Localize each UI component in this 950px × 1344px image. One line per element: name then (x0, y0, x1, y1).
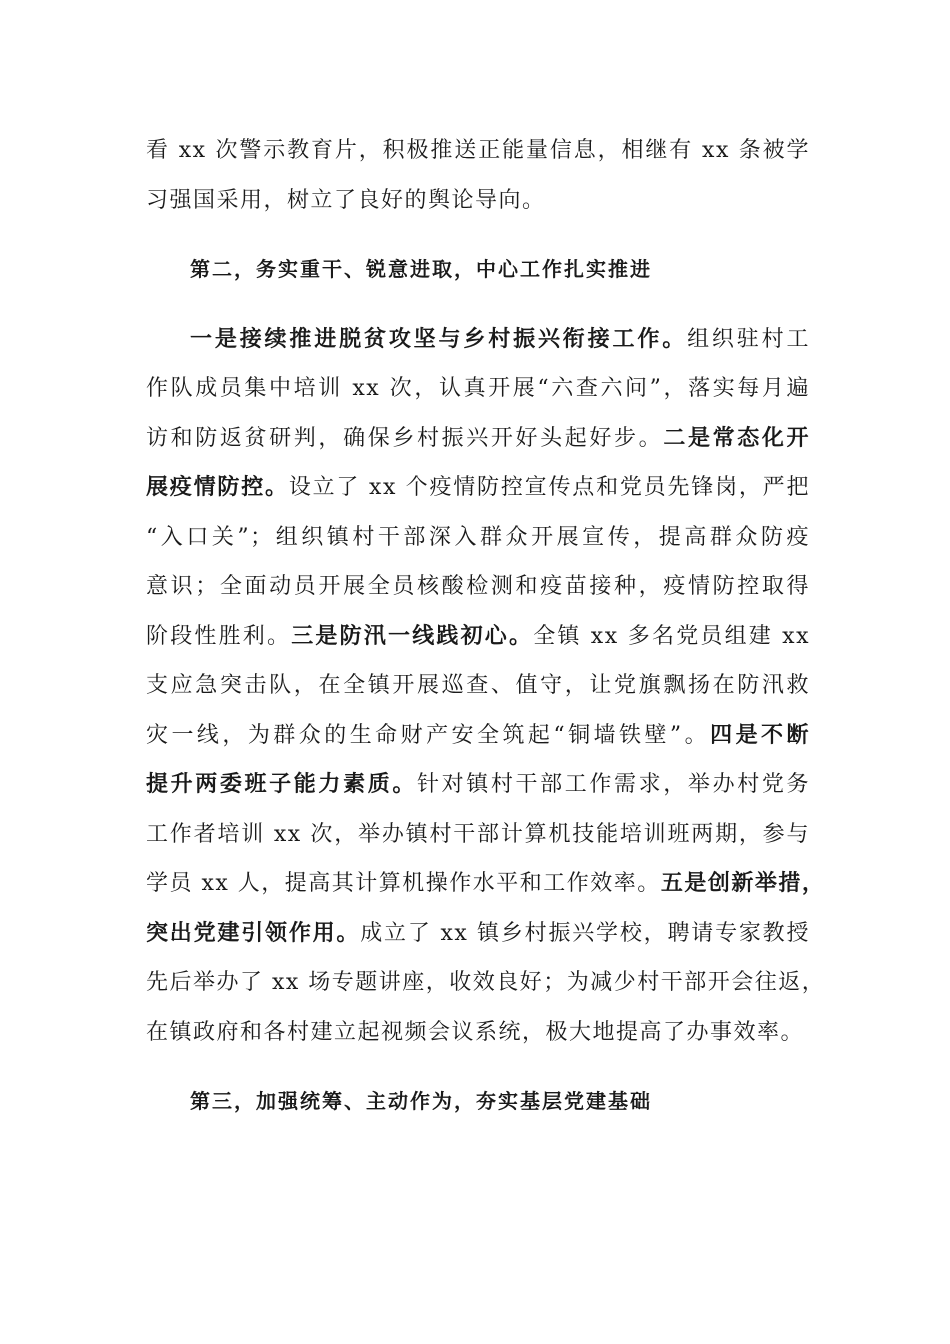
paragraph-line: 意识；全面动员开展全员核酸检测和疫苗接种，疫情防控取得 (146, 574, 810, 599)
paragraph-line: 突出党建引领作用。成立了 xx 镇乡村振兴学校，聘请专家教授 (146, 920, 810, 946)
paragraph-line: 看 xx 次警示教育片，积极推送正能量信息，相继有 xx 条被学 (146, 138, 810, 163)
bold-lead: 展疫情防控。 (146, 475, 289, 500)
paragraph-line: 习强国采用，树立了良好的舆论导向。 (146, 187, 546, 213)
paragraph-line: 访和防返贫研判，确保乡村振兴开好头起好步。二是常态化开 (146, 425, 810, 451)
bold-lead: 四是不断 (710, 722, 810, 748)
section-heading-3: 第三，加强统筹、主动作为，夯实基层党建基础 (190, 1089, 652, 1113)
bold-lead: 五是创新举措， (660, 871, 826, 896)
paragraph-line: 先后举办了 xx 场专题讲座，收效良好；为减少村干部开会往返， (146, 970, 826, 995)
paragraph-line: 作队成员集中培训 xx 次，认真开展“六查六问”，落实每月遍 (146, 376, 810, 401)
paragraph-line: 工作者培训 xx 次，举办镇村干部计算机技能培训班两期，参与 (146, 821, 810, 847)
bold-lead: 突出党建引领作用。 (146, 920, 361, 946)
paragraph-line: 展疫情防控。设立了 xx 个疫情防控宣传点和党员先锋岗，严把 (146, 475, 810, 500)
bold-lead: 一是接续推进脱贫攻坚与乡村振兴衔接工作。 (190, 326, 688, 352)
bold-lead: 三是防汛一线践初心。 (291, 623, 534, 649)
bold-lead: 二是常态化开 (663, 425, 810, 451)
paragraph-line: “入口关”；组织镇村干部深入群众开展宣传，提高群众防疫 (146, 524, 810, 550)
paragraph-line: 一是接续推进脱贫攻坚与乡村振兴衔接工作。组织驻村工 (190, 326, 810, 352)
section-heading-2: 第二，务实重干、锐意进取，中心工作扎实推进 (190, 257, 652, 281)
paragraph-line: 在镇政府和各村建立起视频会议系统，极大地提高了办事效率。 (146, 1019, 805, 1045)
document-page (146, 126, 826, 1127)
paragraph-line: 阶段性胜利。三是防汛一线践初心。全镇 xx 多名党员组建 xx (146, 623, 810, 649)
paragraph-line: 支应急突击队，在全镇开展巡查、值守，让党旗飘扬在防汛救 (146, 673, 810, 698)
paragraph-line: 提升两委班子能力素质。针对镇村干部工作需求，举办村党务 (146, 772, 810, 797)
paragraph-line: 学员 xx 人，提高其计算机操作水平和工作效率。五是创新举措， (146, 871, 826, 896)
paragraph-line: 灾一线，为群众的生命财产安全筑起“铜墙铁壁”。四是不断 (146, 722, 810, 748)
bold-lead: 提升两委班子能力素质。 (146, 772, 417, 797)
